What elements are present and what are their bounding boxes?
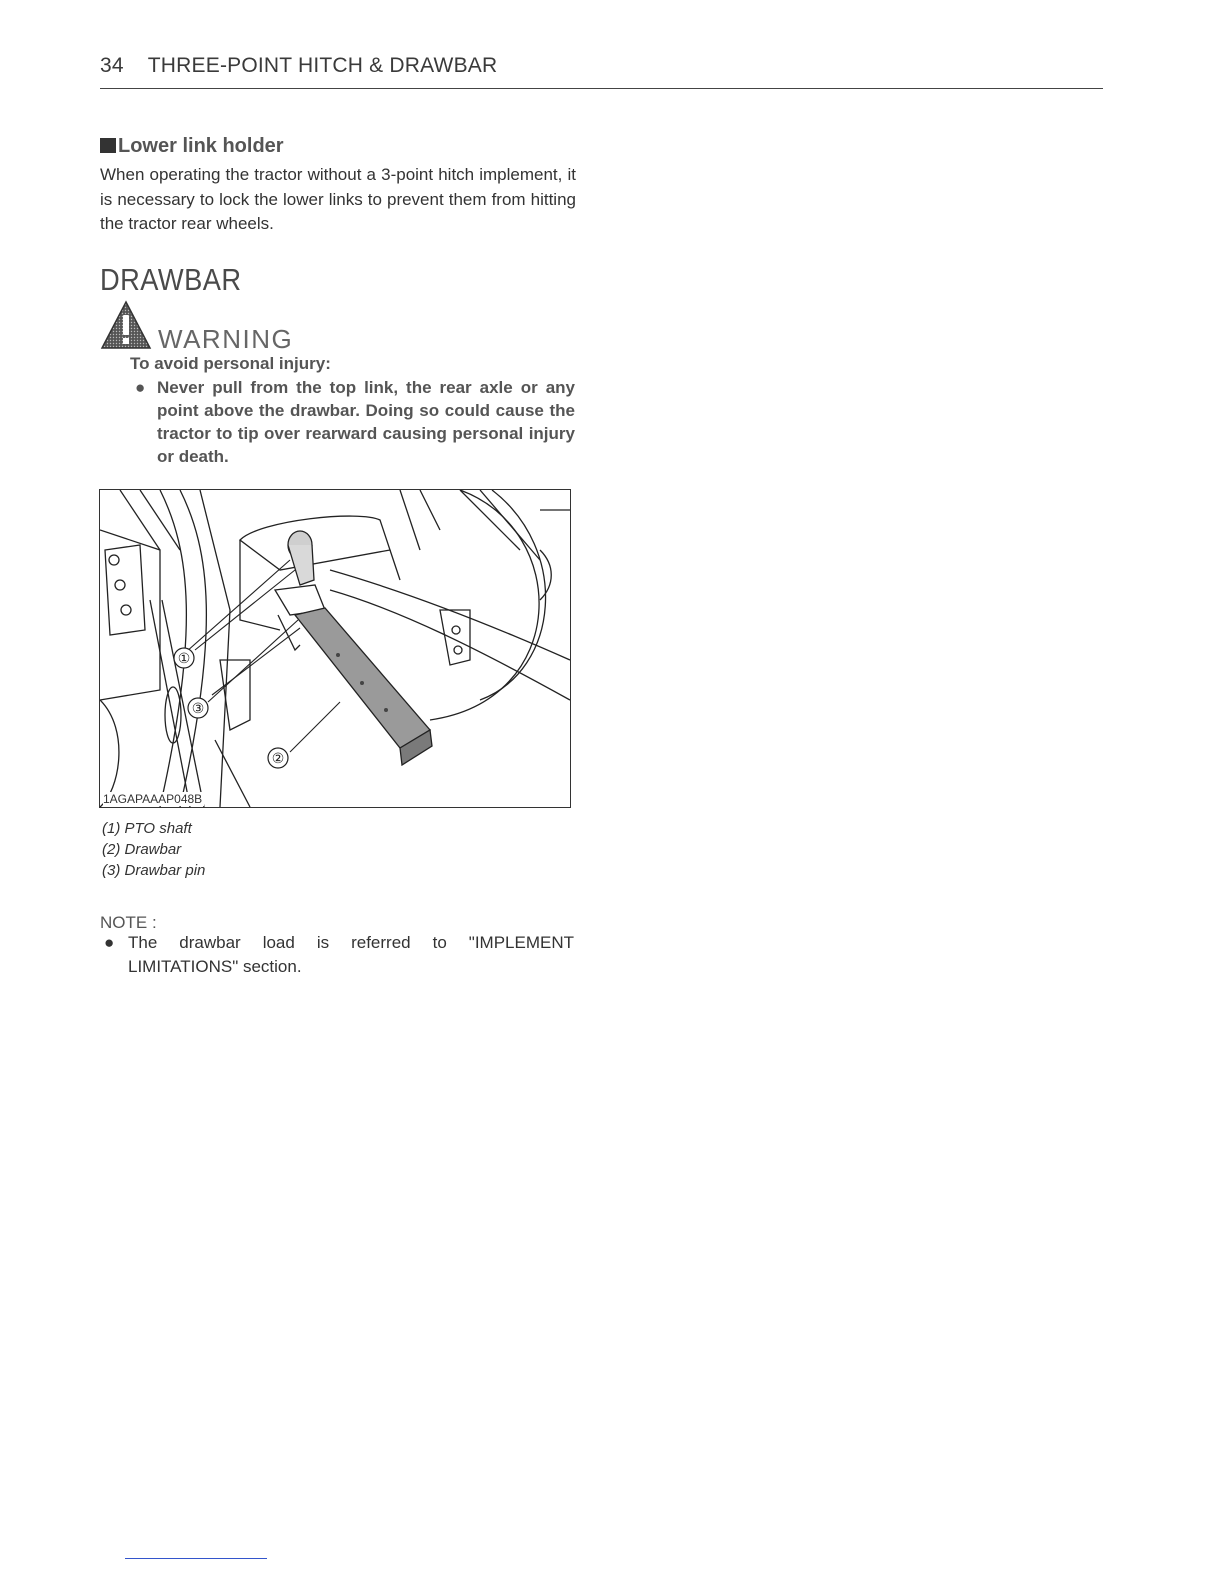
caption-pto-shaft: (1) PTO shaft: [102, 820, 192, 837]
lower-link-body: When operating the tractor without a 3-point hitch implement, it is necessary to lock the lower links to prevent them from hitting the tractor rear wheels.: [100, 165, 576, 233]
warning-bullet: [135, 376, 575, 468]
page-header: [100, 54, 497, 78]
footer-line: [125, 1558, 267, 1559]
warning-triangle-icon: [100, 300, 152, 350]
callout-1: [174, 648, 194, 668]
callout-2: [268, 748, 288, 768]
callout-2-label: ②: [271, 750, 285, 766]
drawbar-figure: [99, 489, 571, 808]
square-bullet-icon: [100, 138, 116, 153]
drawbar-part: [295, 608, 432, 765]
note-bullet: [104, 931, 574, 979]
drawbar-title: DRAWBAR: [100, 262, 242, 297]
lower-link-heading-text: Lower link holder: [118, 135, 284, 157]
lower-link-heading: [100, 135, 284, 158]
page-number: 34: [100, 54, 124, 77]
section-title: THREE-POINT HITCH & DRAWBAR: [147, 54, 498, 77]
callout-3-label: ③: [191, 700, 205, 716]
figure-code: 1AGAPAAAP048B: [103, 792, 203, 806]
bullet-icon: ●: [135, 378, 146, 397]
callout-3: [188, 698, 208, 718]
note-text: The drawbar load is referred to "IMPLEMENT LIMITATIONS" section.: [128, 933, 574, 976]
warning-intro: To avoid personal injury:: [130, 354, 331, 373]
drawbar-illustration: [100, 490, 570, 807]
warning-bullet-text: Never pull from the top link, the rear axle or any point above the drawbar. Doing so could cause the tractor to tip over rearward causing personal injury or death.: [157, 378, 575, 466]
bullet-icon: ●: [104, 933, 115, 952]
callout-1-label: ①: [177, 650, 191, 666]
warning-label: WARNING: [158, 324, 294, 354]
note-label: NOTE :: [100, 913, 157, 932]
header-rule: [100, 88, 1103, 89]
caption-drawbar-pin: (3) Drawbar pin: [102, 862, 206, 879]
caption-drawbar: (2) Drawbar: [102, 841, 182, 858]
rear-wheel-outline: [430, 490, 539, 720]
